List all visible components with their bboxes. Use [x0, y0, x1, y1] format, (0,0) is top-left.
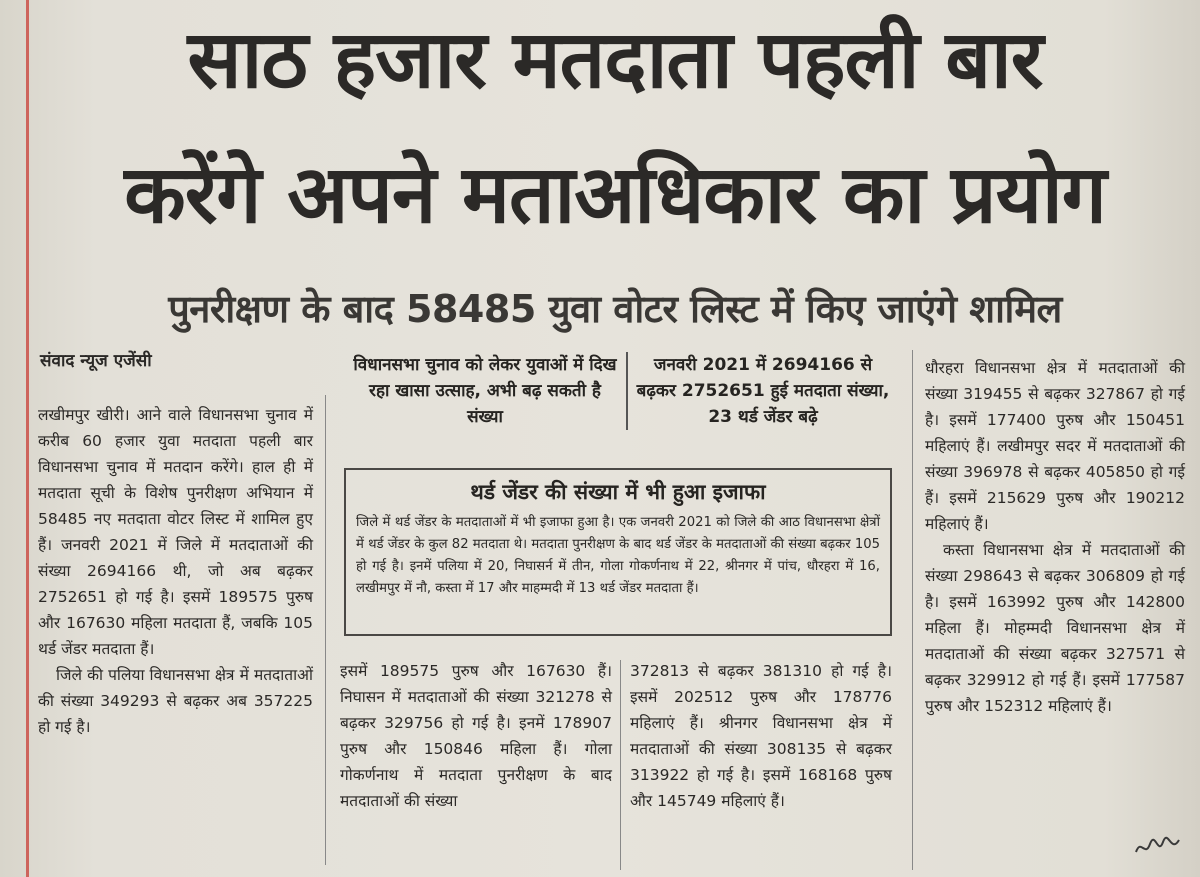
article-column-2 [340, 658, 612, 814]
pull-quote-right: जनवरी 2021 में 2694166 से बढ़कर 2752651 हुई मतदाता संख्या, 23 थर्ड जेंडर बढ़े [636, 355, 890, 427]
article-paragraph: लखीमपुर खीरी। आने वाले विधानसभा चुनाव में करीब 60 हजार युवा मतदाता पहली बार विधानसभा चुनाव में मतदान करेंगे। हाल ही में मतदाता सूची के विशेष पुनरीक्षण अभियान में 58485 नए मतदाता वोटर लिस्ट में शामिल हुए हैं। जनवरी 2021 में जिले में मतदाताओं की संख्या 2694166 थी, जो अब बढ़कर 2752651 हो गई है। इसमें 189575 पुरुष और 167630 महिला मतदाता हैं, जबकि 105 थर्ड जेंडर मतदाता हैं। [38, 406, 313, 658]
article-paragraph: इसमें 189575 पुरुष और 167630 हैं। निघासन में मतदाताओं की संख्या 321278 से बढ़कर 329756 हो गई है। इनमें 178907 पुरुष और 150846 महिला हैं। गोला गोकर्णनाथ में मतदाता पुनरीक्षण के बाद मतदाताओं की संख्या [340, 662, 612, 810]
headline-line-2: करेंगे अपने मताअधिकार का प्रयोग [124, 148, 1106, 241]
margin-red-line [26, 0, 29, 877]
pull-quote-left: विधानसभा चुनाव को लेकर युवाओं में दिख रहा खासा उत्साह, अभी बढ़ सकती है संख्या [350, 352, 628, 430]
column-divider [325, 395, 326, 865]
handwritten-signature [1133, 832, 1183, 862]
article-column-4 [925, 355, 1185, 719]
article-column-3 [630, 658, 892, 814]
headline-line-1: साठ हजार मतदाता पहली बार [187, 13, 1043, 106]
sidebar-box-body: जिले में थर्ड जेंडर के मतदाताओं में भी इजाफा हुआ है। एक जनवरी 2021 को जिले की आठ विधानसभा क्षेत्रों में थर्ड जेंडर के कुल 82 मतदाता थे। मतदाता पुनरीक्षण के बाद थर्ड जेंडर के मतदाताओं की संख्या बढ़कर 105 हो गई है। इनमें पलिया में 20, निघासर्न में तीन, गोला गोकर्णनाथ में 22, श्रीनगर में पांच, धौरहरा में 16, लखीमपुर में नौ, कस्ता में 17 और माहम्मदी में 13 थर्ड जेंडर मतदाता हैं। [356, 515, 880, 596]
article-paragraph: कस्ता विधानसभा क्षेत्र में मतदाताओं की संख्या 298643 से बढ़कर 306809 हो गई है। इसमें 163992 पुरुष और 142800 महिला हैं। मोहम्मदी विधानसभा क्षेत्र में मतदाताओं की संख्या बढ़कर 327571 से बढ़कर 329912 हो गई हैं। इसमें 177587 पुरुष और 152312 महिलाएं हैं। [925, 541, 1185, 715]
article-paragraph: धौरहरा विधानसभा क्षेत्र में मतदाताओं की संख्या 319455 से बढ़कर 327867 हो गई है। इसमें 177400 पुरुष और 150451 महिलाएं हैं। लखीमपुर सदर में मतदाताओं की संख्या 396978 से बढ़कर 405850 हो गई हैं। इसमें 215629 पुरुष और 190212 महिलाएं हैं। [925, 359, 1185, 533]
byline: संवाद न्यूज एजेंसी [40, 351, 152, 371]
column-divider [912, 350, 913, 870]
article-paragraph: जिले की पलिया विधानसभा क्षेत्र में मतदाताओं की संख्या 349293 से बढ़कर अब 357225 हो गई है। [38, 666, 313, 736]
article-paragraph: 372813 से बढ़कर 381310 हो गई है। इसमें 202512 पुरुष और 178776 महिलाएं हैं। श्रीनगर विधानसभा क्षेत्र में मतदाताओं की संख्या 308135 से बढ़कर 313922 हो गई है। इसमें 168168 पुरुष और 145749 महिलाएं हैं। [630, 662, 892, 810]
third-gender-sidebar-box [344, 468, 892, 636]
column-divider [620, 660, 621, 870]
subheadline: पुनरीक्षण के बाद 58485 युवा वोटर लिस्ट में किए जाएंगे शामिल [168, 287, 1062, 331]
sidebar-box-title: थर्ड जेंडर की संख्या में भी हुआ इजाफा [470, 480, 766, 504]
article-column-1 [38, 402, 313, 740]
